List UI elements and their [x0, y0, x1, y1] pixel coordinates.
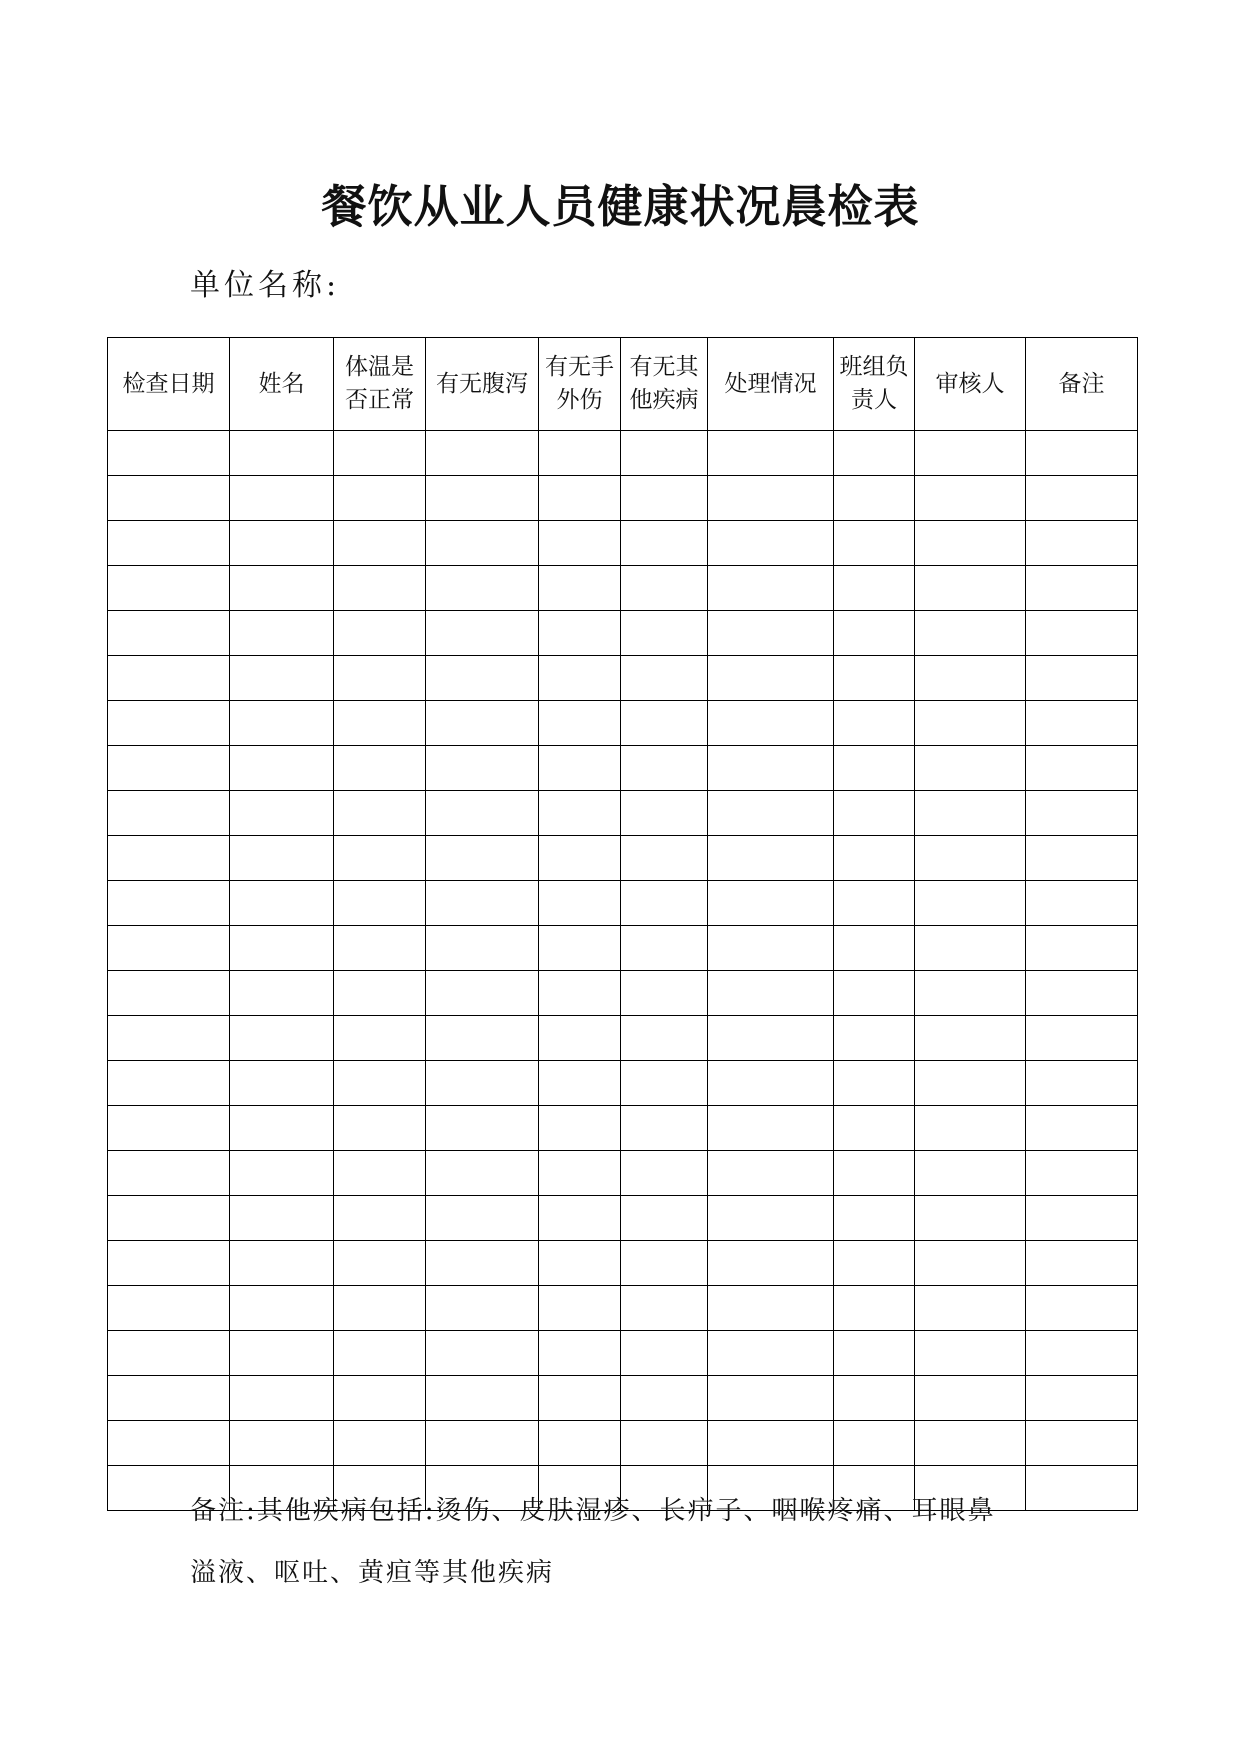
table-cell-diarrhea[interactable]	[426, 971, 539, 1016]
table-cell-handling[interactable]	[708, 926, 834, 971]
table-cell-team-leader[interactable]	[834, 1016, 915, 1061]
column-header-other-disease	[621, 338, 708, 431]
table-cell-temperature[interactable]	[334, 1061, 426, 1106]
column-header-text: 有无腹泻	[436, 370, 528, 397]
table-cell-name[interactable]	[230, 611, 334, 656]
table-cell-reviewer[interactable]	[915, 746, 1026, 791]
table-cell-team-leader[interactable]	[834, 521, 915, 566]
table-cell-diarrhea[interactable]	[426, 1061, 539, 1106]
table-cell-team-leader[interactable]	[834, 1151, 915, 1196]
table-cell-reviewer[interactable]	[915, 1421, 1026, 1466]
column-header-text: 外伤	[556, 387, 603, 413]
table-cell-other-disease[interactable]	[621, 611, 708, 656]
table-cell-reviewer[interactable]	[915, 1376, 1026, 1421]
table-cell-temperature[interactable]	[334, 1106, 426, 1151]
table-cell-reviewer[interactable]	[915, 1016, 1026, 1061]
table-cell-team-leader[interactable]	[834, 656, 915, 701]
table-cell-team-leader[interactable]	[834, 791, 915, 836]
table-cell-team-leader[interactable]	[834, 926, 915, 971]
table-row	[108, 1151, 1138, 1196]
column-header-text: 有无其	[629, 354, 699, 380]
table-cell-name[interactable]	[230, 1151, 334, 1196]
table-cell-hand-injury[interactable]	[539, 1331, 621, 1376]
table-cell-name[interactable]	[230, 521, 334, 566]
table-cell-diarrhea[interactable]	[426, 476, 539, 521]
table-cell-date[interactable]	[108, 566, 230, 611]
table-cell-remarks[interactable]	[1026, 1466, 1138, 1511]
table-row	[108, 926, 1138, 971]
table-cell-date[interactable]	[108, 1196, 230, 1241]
table-cell-hand-injury[interactable]	[539, 521, 621, 566]
table-cell-team-leader[interactable]	[834, 1286, 915, 1331]
table-cell-other-disease[interactable]	[621, 1331, 708, 1376]
table-cell-other-disease[interactable]	[621, 971, 708, 1016]
table-cell-hand-injury[interactable]	[539, 746, 621, 791]
table-row	[108, 1241, 1138, 1286]
table-cell-other-disease[interactable]	[621, 1151, 708, 1196]
table-cell-temperature[interactable]	[334, 431, 426, 476]
page-title: 餐饮从业人员健康状况晨检表	[321, 180, 920, 233]
table-cell-remarks[interactable]	[1026, 611, 1138, 656]
column-header-date	[108, 338, 230, 431]
table-cell-diarrhea[interactable]	[426, 926, 539, 971]
table-cell-other-disease[interactable]	[621, 791, 708, 836]
table-cell-diarrhea[interactable]	[426, 1376, 539, 1421]
table-cell-team-leader[interactable]	[834, 1241, 915, 1286]
table-row	[108, 1016, 1138, 1061]
table-cell-handling[interactable]	[708, 431, 834, 476]
column-header-reviewer	[915, 338, 1026, 431]
table-cell-handling[interactable]	[708, 1376, 834, 1421]
column-header-text: 审核人	[935, 370, 1005, 397]
table-cell-date[interactable]	[108, 611, 230, 656]
table-cell-date[interactable]	[108, 521, 230, 566]
table-cell-remarks[interactable]	[1026, 566, 1138, 611]
table-cell-date[interactable]	[108, 1421, 230, 1466]
table-cell-remarks[interactable]	[1026, 521, 1138, 566]
table-cell-name[interactable]	[230, 431, 334, 476]
table-cell-temperature[interactable]	[334, 701, 426, 746]
table-cell-other-disease[interactable]	[621, 1196, 708, 1241]
table-cell-name[interactable]	[230, 836, 334, 881]
column-header-text: 否正常	[345, 387, 414, 413]
table-cell-diarrhea[interactable]	[426, 1241, 539, 1286]
table-cell-remarks[interactable]	[1026, 1286, 1138, 1331]
table-cell-hand-injury[interactable]	[539, 1196, 621, 1241]
table-cell-other-disease[interactable]	[621, 656, 708, 701]
column-header-text: 责人	[851, 387, 897, 413]
table-cell-temperature[interactable]	[334, 1196, 426, 1241]
table-cell-hand-injury[interactable]	[539, 656, 621, 701]
unit-name-label: 单位名称:	[190, 268, 341, 303]
table-cell-handling[interactable]	[708, 1286, 834, 1331]
table-cell-hand-injury[interactable]	[539, 701, 621, 746]
table-row	[108, 521, 1138, 566]
table-cell-remarks[interactable]	[1026, 1151, 1138, 1196]
table-cell-name[interactable]	[230, 791, 334, 836]
table-row	[108, 1331, 1138, 1376]
table-cell-hand-injury[interactable]	[539, 926, 621, 971]
table-cell-temperature[interactable]	[334, 1421, 426, 1466]
table-cell-other-disease[interactable]	[621, 881, 708, 926]
column-header-text: 处理情况	[724, 370, 817, 397]
column-header-handling	[708, 338, 834, 431]
column-header-temperature	[334, 338, 426, 431]
table-cell-hand-injury[interactable]	[539, 971, 621, 1016]
table-cell-temperature[interactable]	[334, 1286, 426, 1331]
table-cell-date[interactable]	[108, 701, 230, 746]
table-cell-remarks[interactable]	[1026, 1421, 1138, 1466]
table-cell-reviewer[interactable]	[915, 791, 1026, 836]
table-cell-reviewer[interactable]	[915, 971, 1026, 1016]
table-cell-diarrhea[interactable]	[426, 1196, 539, 1241]
table-cell-date[interactable]	[108, 431, 230, 476]
table-cell-remarks[interactable]	[1026, 1061, 1138, 1106]
table-cell-remarks[interactable]	[1026, 1376, 1138, 1421]
table-cell-team-leader[interactable]	[834, 1106, 915, 1151]
column-header-text: 有无手	[545, 354, 614, 380]
table-cell-reviewer[interactable]	[915, 836, 1026, 881]
table-cell-name[interactable]	[230, 926, 334, 971]
table-cell-date[interactable]	[108, 1106, 230, 1151]
table-cell-team-leader[interactable]	[834, 971, 915, 1016]
table-cell-date[interactable]	[108, 1061, 230, 1106]
footnote-line-1: 备注:其他疾病包括:烫伤、皮肤湿疹、长疖子、咽喉疼痛、耳眼鼻	[190, 1496, 996, 1526]
table-cell-other-disease[interactable]	[621, 701, 708, 746]
table-cell-diarrhea[interactable]	[426, 746, 539, 791]
table-cell-date[interactable]	[108, 656, 230, 701]
table-cell-diarrhea[interactable]	[426, 566, 539, 611]
table-cell-date[interactable]	[108, 836, 230, 881]
column-header-text: 检查日期	[122, 370, 215, 397]
table-row	[108, 791, 1138, 836]
table-cell-date[interactable]	[108, 1331, 230, 1376]
column-header-hand-injury	[539, 338, 621, 431]
column-header-text: 备注	[1058, 370, 1105, 397]
table-cell-other-disease[interactable]	[621, 1286, 708, 1331]
table-cell-diarrhea[interactable]	[426, 1151, 539, 1196]
table-cell-hand-injury[interactable]	[539, 1016, 621, 1061]
table-cell-name[interactable]	[230, 1286, 334, 1331]
table-cell-team-leader[interactable]	[834, 611, 915, 656]
table-cell-handling[interactable]	[708, 836, 834, 881]
table-cell-other-disease[interactable]	[621, 431, 708, 476]
table-cell-remarks[interactable]	[1026, 881, 1138, 926]
table-cell-date[interactable]	[108, 791, 230, 836]
table-cell-temperature[interactable]	[334, 1241, 426, 1286]
table-cell-reviewer[interactable]	[915, 926, 1026, 971]
table-cell-diarrhea[interactable]	[426, 521, 539, 566]
table-cell-hand-injury[interactable]	[539, 431, 621, 476]
table-cell-diarrhea[interactable]	[426, 881, 539, 926]
table-cell-other-disease[interactable]	[621, 1421, 708, 1466]
table-cell-diarrhea[interactable]	[426, 791, 539, 836]
table-cell-reviewer[interactable]	[915, 1196, 1026, 1241]
table-cell-date[interactable]	[108, 881, 230, 926]
table-cell-handling[interactable]	[708, 1151, 834, 1196]
table-cell-handling[interactable]	[708, 1331, 834, 1376]
table-cell-date[interactable]	[108, 1376, 230, 1421]
table-cell-diarrhea[interactable]	[426, 1286, 539, 1331]
table-cell-temperature[interactable]	[334, 971, 426, 1016]
table-cell-team-leader[interactable]	[834, 701, 915, 746]
table-cell-remarks[interactable]	[1026, 656, 1138, 701]
table-cell-remarks[interactable]	[1026, 926, 1138, 971]
table-cell-team-leader[interactable]	[834, 566, 915, 611]
column-header-text: 姓名	[258, 370, 305, 397]
table-cell-hand-injury[interactable]	[539, 566, 621, 611]
table-cell-date[interactable]	[108, 476, 230, 521]
column-header-diarrhea	[426, 338, 539, 431]
table-cell-reviewer[interactable]	[915, 701, 1026, 746]
table-cell-date[interactable]	[108, 746, 230, 791]
table-row	[108, 701, 1138, 746]
table-cell-handling[interactable]	[708, 656, 834, 701]
table-row	[108, 611, 1138, 656]
table-cell-diarrhea[interactable]	[426, 656, 539, 701]
table-cell-handling[interactable]	[708, 566, 834, 611]
table-cell-temperature[interactable]	[334, 521, 426, 566]
table-row	[108, 476, 1138, 521]
table-cell-reviewer[interactable]	[915, 611, 1026, 656]
column-header-text: 他疾病	[629, 387, 699, 413]
table-cell-name[interactable]	[230, 566, 334, 611]
table-cell-temperature[interactable]	[334, 566, 426, 611]
table-cell-temperature[interactable]	[334, 656, 426, 701]
table-row	[108, 656, 1138, 701]
table-cell-temperature[interactable]	[334, 611, 426, 656]
table-cell-other-disease[interactable]	[621, 566, 708, 611]
table-cell-other-disease[interactable]	[621, 521, 708, 566]
table-cell-reviewer[interactable]	[915, 1331, 1026, 1376]
table-cell-other-disease[interactable]	[621, 926, 708, 971]
table-cell-team-leader[interactable]	[834, 1331, 915, 1376]
table-cell-other-disease[interactable]	[621, 746, 708, 791]
table-cell-diarrhea[interactable]	[426, 1016, 539, 1061]
table-cell-reviewer[interactable]	[915, 1286, 1026, 1331]
table-cell-reviewer[interactable]	[915, 1241, 1026, 1286]
table-cell-diarrhea[interactable]	[426, 1331, 539, 1376]
table-cell-handling[interactable]	[708, 476, 834, 521]
table-row	[108, 1106, 1138, 1151]
table-cell-remarks[interactable]	[1026, 1196, 1138, 1241]
table-cell-name[interactable]	[230, 1376, 334, 1421]
table-cell-hand-injury[interactable]	[539, 1286, 621, 1331]
table-cell-temperature[interactable]	[334, 746, 426, 791]
table-cell-handling[interactable]	[708, 746, 834, 791]
table-cell-handling[interactable]	[708, 791, 834, 836]
table-cell-name[interactable]	[230, 1421, 334, 1466]
table-cell-name[interactable]	[230, 701, 334, 746]
table-cell-reviewer[interactable]	[915, 521, 1026, 566]
table-row	[108, 1196, 1138, 1241]
table-row	[108, 566, 1138, 611]
table-cell-hand-injury[interactable]	[539, 1106, 621, 1151]
table-cell-date[interactable]	[108, 1151, 230, 1196]
table-cell-reviewer[interactable]	[915, 1151, 1026, 1196]
column-header-name	[230, 338, 334, 431]
table-cell-hand-injury[interactable]	[539, 1241, 621, 1286]
table-cell-remarks[interactable]	[1026, 971, 1138, 1016]
table-cell-name[interactable]	[230, 656, 334, 701]
table-cell-temperature[interactable]	[334, 926, 426, 971]
table-cell-diarrhea[interactable]	[426, 611, 539, 656]
table-cell-reviewer[interactable]	[915, 1106, 1026, 1151]
inspection-table	[107, 337, 1138, 1511]
table-cell-diarrhea[interactable]	[426, 1106, 539, 1151]
table-cell-name[interactable]	[230, 1331, 334, 1376]
table-cell-remarks[interactable]	[1026, 1106, 1138, 1151]
table-cell-name[interactable]	[230, 1106, 334, 1151]
table-cell-other-disease[interactable]	[621, 1016, 708, 1061]
table-cell-date[interactable]	[108, 926, 230, 971]
table-cell-hand-injury[interactable]	[539, 791, 621, 836]
table-cell-name[interactable]	[230, 881, 334, 926]
table-cell-team-leader[interactable]	[834, 836, 915, 881]
table-cell-hand-injury[interactable]	[539, 836, 621, 881]
table-cell-hand-injury[interactable]	[539, 1151, 621, 1196]
table-cell-team-leader[interactable]	[834, 881, 915, 926]
table-cell-team-leader[interactable]	[834, 746, 915, 791]
table-cell-hand-injury[interactable]	[539, 1061, 621, 1106]
table-cell-diarrhea[interactable]	[426, 701, 539, 746]
table-row	[108, 746, 1138, 791]
table-cell-handling[interactable]	[708, 1106, 834, 1151]
table-cell-hand-injury[interactable]	[539, 1376, 621, 1421]
table-cell-remarks[interactable]	[1026, 431, 1138, 476]
table-cell-date[interactable]	[108, 1016, 230, 1061]
table-cell-name[interactable]	[230, 1241, 334, 1286]
table-cell-diarrhea[interactable]	[426, 431, 539, 476]
table-cell-remarks[interactable]	[1026, 1241, 1138, 1286]
table-cell-handling[interactable]	[708, 881, 834, 926]
table-cell-handling[interactable]	[708, 971, 834, 1016]
header-row	[108, 338, 1138, 431]
table-cell-remarks[interactable]	[1026, 1016, 1138, 1061]
table-cell-remarks[interactable]	[1026, 791, 1138, 836]
table-cell-temperature[interactable]	[334, 1331, 426, 1376]
table-cell-remarks[interactable]	[1026, 1331, 1138, 1376]
table-cell-temperature[interactable]	[334, 476, 426, 521]
table-cell-handling[interactable]	[708, 1421, 834, 1466]
table-cell-handling[interactable]	[708, 521, 834, 566]
table-cell-handling[interactable]	[708, 1061, 834, 1106]
table-cell-hand-injury[interactable]	[539, 476, 621, 521]
table-cell-name[interactable]	[230, 1061, 334, 1106]
table-cell-handling[interactable]	[708, 701, 834, 746]
table-cell-temperature[interactable]	[334, 1016, 426, 1061]
table-row	[108, 1421, 1138, 1466]
table-cell-team-leader[interactable]	[834, 1061, 915, 1106]
table-cell-team-leader[interactable]	[834, 1196, 915, 1241]
table-cell-reviewer[interactable]	[915, 881, 1026, 926]
table-cell-other-disease[interactable]	[621, 836, 708, 881]
table-cell-team-leader[interactable]	[834, 476, 915, 521]
table-cell-reviewer[interactable]	[915, 476, 1026, 521]
table-cell-handling[interactable]	[708, 1241, 834, 1286]
table-row	[108, 1286, 1138, 1331]
table-cell-team-leader[interactable]	[834, 431, 915, 476]
table-row	[108, 836, 1138, 881]
table-cell-diarrhea[interactable]	[426, 1421, 539, 1466]
column-header-text: 班组负	[839, 354, 909, 380]
table-cell-handling[interactable]	[708, 1196, 834, 1241]
table-cell-date[interactable]	[108, 1286, 230, 1331]
table-cell-temperature[interactable]	[334, 881, 426, 926]
table-cell-handling[interactable]	[708, 1016, 834, 1061]
table-cell-reviewer[interactable]	[915, 566, 1026, 611]
column-header-remarks	[1026, 338, 1138, 431]
table-cell-name[interactable]	[230, 1016, 334, 1061]
table-cell-remarks[interactable]	[1026, 701, 1138, 746]
table-cell-hand-injury[interactable]	[539, 881, 621, 926]
table-cell-reviewer[interactable]	[915, 656, 1026, 701]
column-header-text: 体温是	[345, 354, 414, 380]
table-cell-name[interactable]	[230, 746, 334, 791]
table-cell-date[interactable]	[108, 1241, 230, 1286]
table-cell-team-leader[interactable]	[834, 1376, 915, 1421]
table-cell-remarks[interactable]	[1026, 476, 1138, 521]
table-header	[108, 338, 1138, 431]
table-row	[108, 1061, 1138, 1106]
table-cell-temperature[interactable]	[334, 1376, 426, 1421]
table-cell-date[interactable]	[108, 971, 230, 1016]
table-body	[108, 431, 1138, 1511]
table-cell-team-leader[interactable]	[834, 1421, 915, 1466]
footnote-line-2: 溢液、呕吐、黄疸等其他疾病	[190, 1558, 555, 1588]
table-cell-temperature[interactable]	[334, 836, 426, 881]
table-cell-name[interactable]	[230, 1196, 334, 1241]
table-cell-hand-injury[interactable]	[539, 611, 621, 656]
table-cell-handling[interactable]	[708, 611, 834, 656]
table-row	[108, 1376, 1138, 1421]
table-cell-reviewer[interactable]	[915, 431, 1026, 476]
table-cell-name[interactable]	[230, 476, 334, 521]
table-cell-other-disease[interactable]	[621, 1106, 708, 1151]
table-cell-remarks[interactable]	[1026, 746, 1138, 791]
table-cell-temperature[interactable]	[334, 1151, 426, 1196]
table-cell-other-disease[interactable]	[621, 476, 708, 521]
table-cell-other-disease[interactable]	[621, 1061, 708, 1106]
column-header-team-leader	[834, 338, 915, 431]
table-cell-temperature[interactable]	[334, 791, 426, 836]
table-cell-hand-injury[interactable]	[539, 1421, 621, 1466]
table-cell-remarks[interactable]	[1026, 836, 1138, 881]
table-cell-other-disease[interactable]	[621, 1376, 708, 1421]
table-row	[108, 431, 1138, 476]
table-cell-other-disease[interactable]	[621, 1241, 708, 1286]
table-cell-name[interactable]	[230, 971, 334, 1016]
table-row	[108, 971, 1138, 1016]
table-row	[108, 881, 1138, 926]
table-cell-diarrhea[interactable]	[426, 836, 539, 881]
table-cell-reviewer[interactable]	[915, 1061, 1026, 1106]
